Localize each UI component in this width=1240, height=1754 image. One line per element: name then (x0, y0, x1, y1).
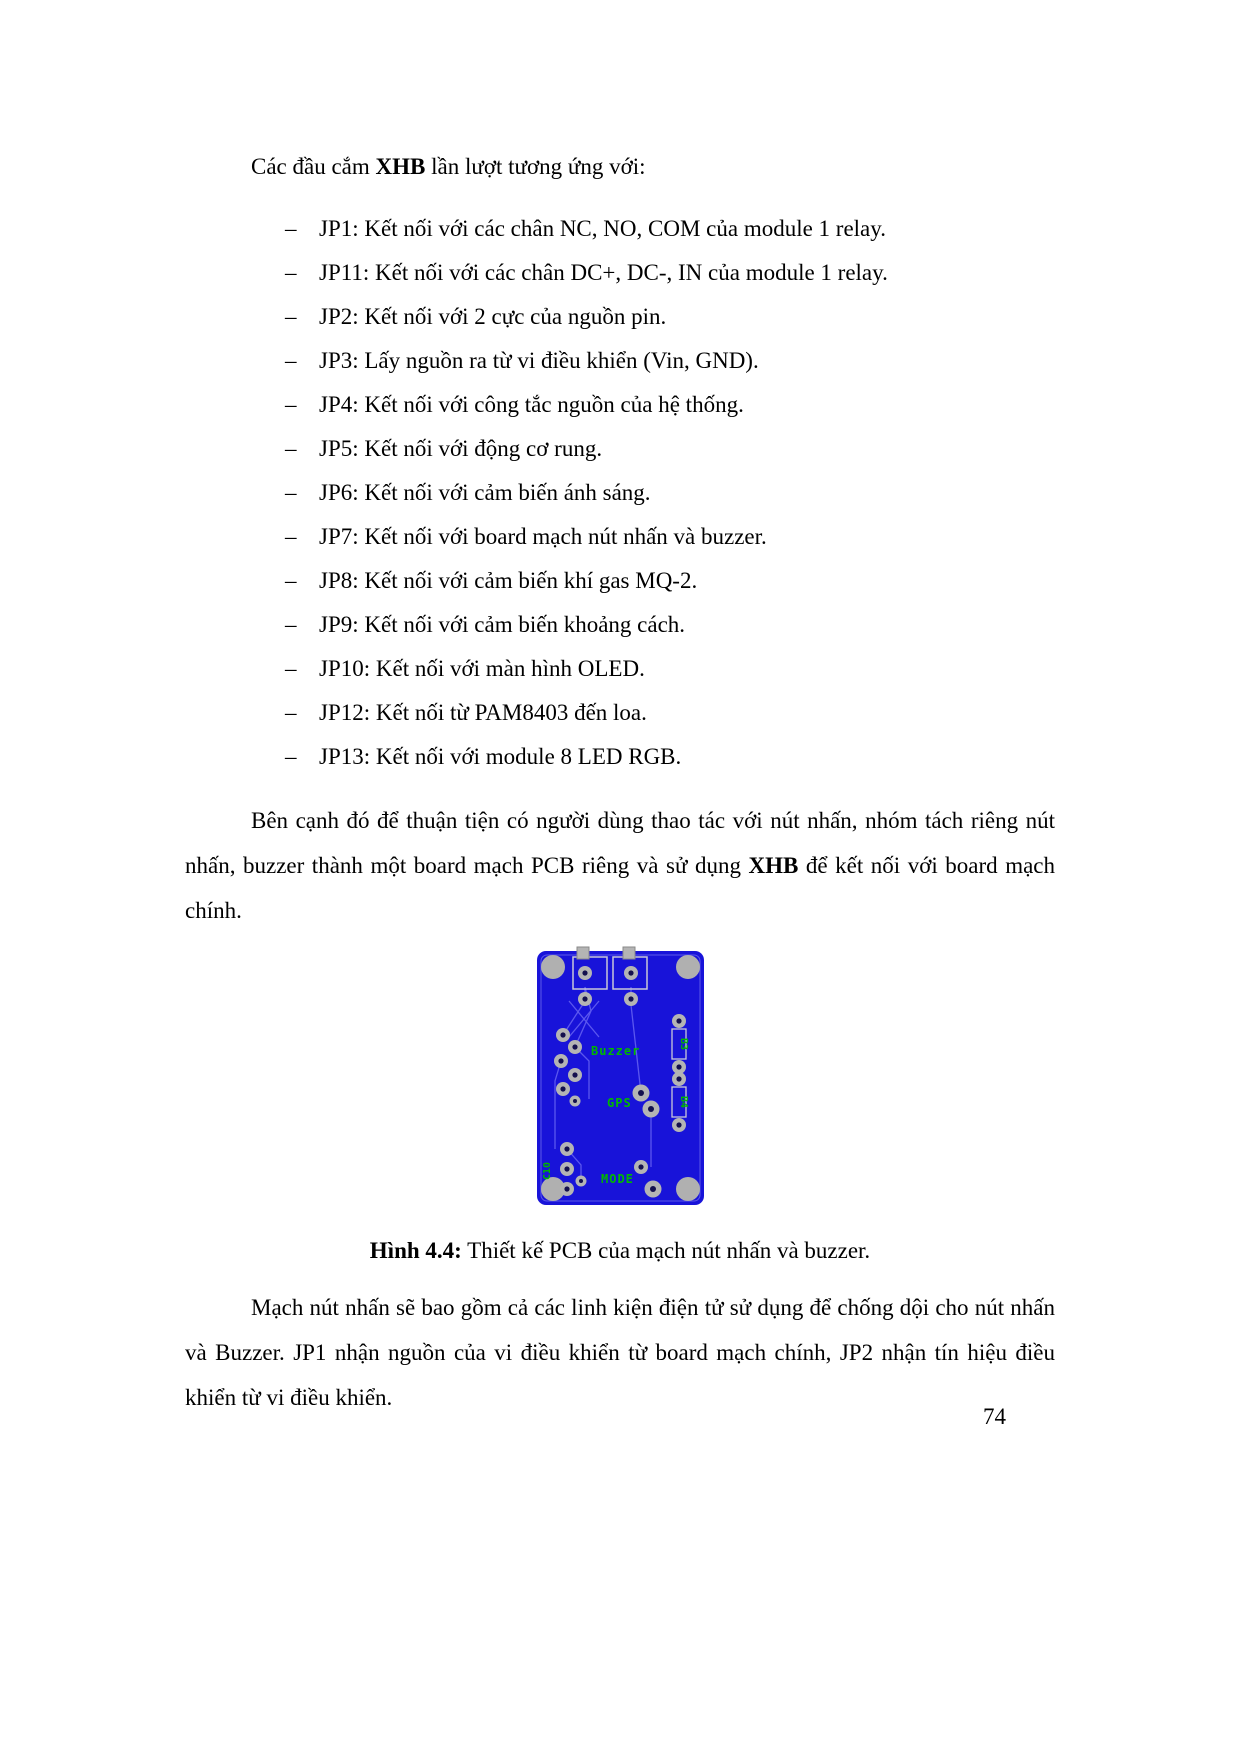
list-item (285, 653, 1055, 684)
list-item-marker: – (285, 568, 297, 593)
list-item-marker: – (285, 348, 297, 373)
list-item-marker: – (285, 656, 297, 681)
figure-caption (185, 1235, 1055, 1267)
pcb-figure-image (529, 941, 712, 1213)
list-item-marker: – (285, 744, 297, 769)
list-item (285, 609, 1055, 640)
list-item-marker: – (285, 216, 297, 241)
list-item (285, 433, 1055, 464)
paragraph-about-pcb (185, 798, 1055, 933)
list-item-text: JP9: Kết nối với cảm biến khoảng cách. (319, 612, 686, 637)
list-item-text: JP12: Kết nối từ PAM8403 đến loa. (319, 700, 647, 725)
list-item-text: JP4: Kết nối với công tắc nguồn của hệ thống. (319, 392, 744, 417)
list-item-marker: – (285, 612, 297, 637)
list-item-text: JP8: Kết nối với cảm biến khí gas MQ-2. (319, 568, 698, 593)
list-item-marker: – (285, 436, 297, 461)
figure-caption-label: Hình 4.4: (369, 1238, 462, 1263)
intro-text-before: Các đầu cắm (251, 154, 376, 179)
list-item-text: JP1: Kết nối với các chân NC, NO, COM của module 1 relay. (319, 216, 887, 241)
list-item-marker: – (285, 480, 297, 505)
list-item (285, 565, 1055, 596)
intro-text-after: lần lượt tương ứng với: (425, 154, 646, 179)
pcb-label-gps: GPS (606, 1096, 632, 1110)
list-item-text: JP2: Kết nối với 2 cực của nguồn pin. (319, 304, 667, 329)
pcb-label-c10: C10 (541, 1161, 553, 1181)
list-item (285, 697, 1055, 728)
pcb-label-mode: MODE (600, 1172, 634, 1186)
pcb-label-b4: B4 (677, 1095, 689, 1109)
list-item (285, 389, 1055, 420)
list-item-marker: – (285, 524, 297, 549)
jp-connector-list (185, 213, 1055, 772)
intro-text-bold: XHB (375, 154, 426, 179)
list-item (285, 521, 1055, 552)
list-item-marker: – (285, 392, 297, 417)
pcb-label-b3: B3 (677, 1037, 689, 1051)
list-item-text: JP13: Kết nối với module 8 LED RGB. (319, 744, 682, 769)
list-item-marker: – (285, 260, 297, 285)
list-item (285, 345, 1055, 376)
figure-caption-text: Thiết kế PCB của mạch nút nhấn và buzzer. (461, 1238, 871, 1263)
list-item-text: JP10: Kết nối với màn hình OLED. (319, 656, 645, 681)
list-item-text: JP11: Kết nối với các chân DC+, DC-, IN của module 1 relay. (319, 260, 888, 285)
list-item (285, 257, 1055, 288)
list-item-text: JP5: Kết nối với động cơ rung. (319, 436, 603, 461)
list-item-marker: – (285, 700, 297, 725)
paragraph-text-before: Bên cạnh đó để thuận tiện có người dùng thao tác với nút nhấn, nhóm tách riêng nút nhấn, buzzer thành một board mạch PCB riêng và sử dụng (185, 808, 1055, 878)
list-item (285, 477, 1055, 508)
paragraph-text-bold: XHB (748, 853, 799, 878)
pcb-label-buzzer: Buzzer (590, 1044, 640, 1058)
list-item-text: JP7: Kết nối với board mạch nút nhấn và buzzer. (319, 524, 767, 549)
list-item-marker: – (285, 304, 297, 329)
paragraph-text-after: để kết nối với board mạch chính. (185, 853, 1055, 923)
closing-paragraph: Mạch nút nhấn sẽ bao gồm cả các linh kiện điện tử sử dụng để chống dội cho nút nhấn và Buzzer. JP1 nhận nguồn của vi điều khiển từ board mạch chính, JP2 nhận tín hiệu điều khiển từ vi điều khiển. (185, 1295, 1055, 1410)
list-item (285, 213, 1055, 244)
list-item (285, 301, 1055, 332)
list-item-text: JP3: Lấy nguồn ra từ vi điều khiển (Vin, GND). (319, 348, 759, 373)
intro-paragraph (185, 152, 1055, 182)
list-item-text: JP6: Kết nối với cảm biến ánh sáng. (319, 480, 651, 505)
page-number: 74 (983, 1404, 1006, 1429)
pcb-figure (529, 941, 712, 1219)
list-item (285, 741, 1055, 772)
